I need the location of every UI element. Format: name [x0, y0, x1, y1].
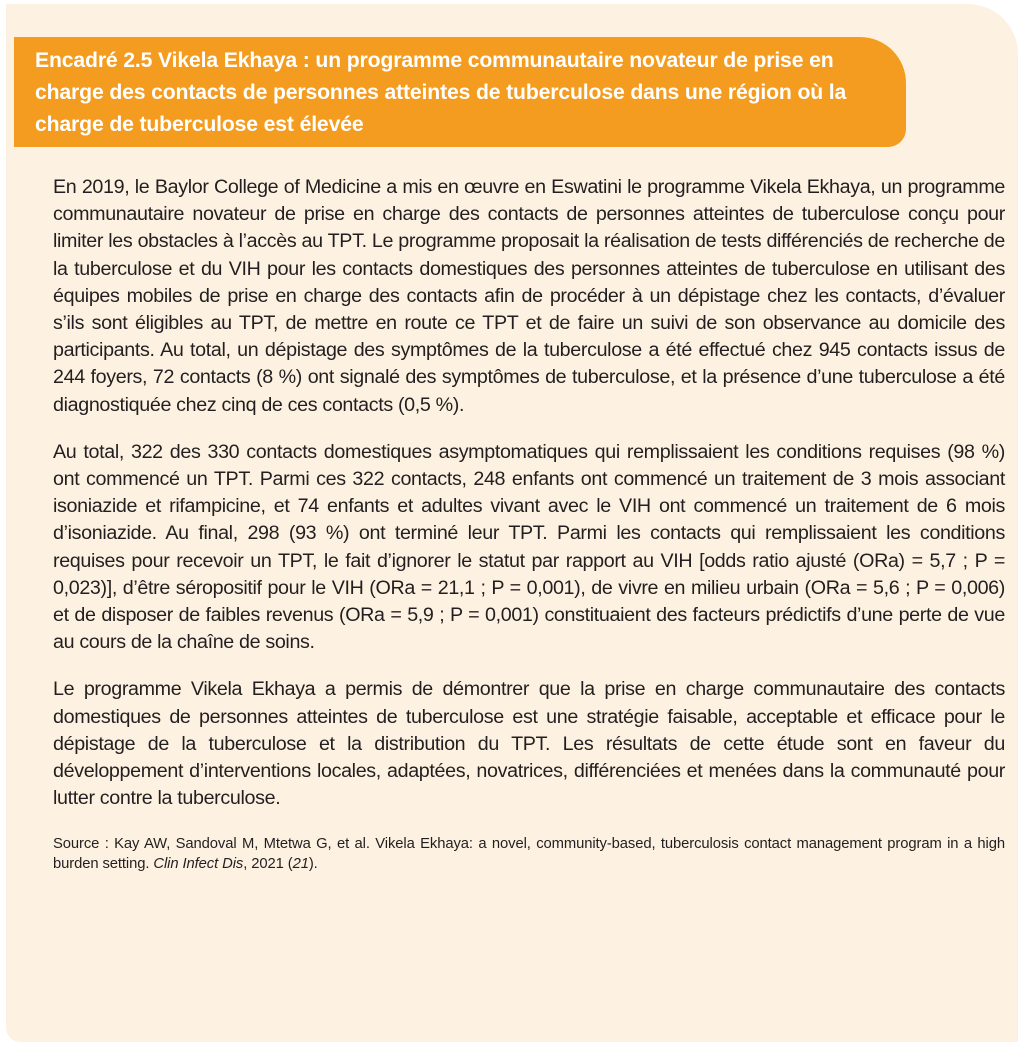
box-title: Encadré 2.5 Vikela Ekhaya : un programme communautaire novateur de prise en charge des contacts de personnes atteintes de tuberculose dans une région où la charge de tuberculose est élevée — [14, 37, 906, 147]
source-year: , 2021 ( — [243, 856, 293, 873]
paragraph-3: Le programme Vikela Ekhaya a permis de démontrer que la prise en charge communautaire des contacts domestiques de personnes atteintes de tuberculose est une stratégie faisable, acceptable et efficace pour le dépistage de la tuberculose et la distribution du TPT. Les résultats de cette étude sont en faveur du développement d’interventions locales, adaptées, novatrices, différenciées et menées dans la communauté pour lutter contre la tuberculose. — [53, 678, 1005, 810]
info-box — [6, 4, 1018, 1042]
source-citation — [53, 834, 1005, 874]
source-suffix: ). — [308, 856, 318, 873]
paragraph-2: Au total, 322 des 330 contacts domestiques asymptomatiques qui remplissaient les conditions requises (98 %) ont commencé un TPT. Parmi ces 322 contacts, 248 enfants ont commencé un traitement de 3 mois associant isoniazide et rifampicine, et 74 enfants et adultes vivant avec le VIH ont commencé un traitement de 6 mois d’isoniazide. Au final, 298 (93 %) ont terminé leur TPT. Parmi les contacts qui remplissaient les conditions requises pour recevoir un TPT, le fait d’ignorer le statut par rapport au VIH [odds ratio ajusté (ORa) = 5,7 ; P = 0,023)], d’être séropositif pour le VIH (ORa = 21,1 ; P = 0,001), de vivre en milieu urbain (ORa = 5,6 ; P = 0,006) et de disposer de faibles revenus (ORa = 5,9 ; P = 0,001) constituaient des facteurs prédictifs d’une perte de vue au cours de la chaîne de soins. — [53, 440, 1005, 654]
source-ref: 21 — [292, 856, 309, 873]
source-prefix: Source : Kay AW, Sandoval M, Mtetwa G, et al. Vikela Ekhaya: a novel, community-based, tuberculosis contact management program in a high burden setting. — [53, 836, 1005, 873]
source-journal: Clin Infect Dis — [153, 856, 244, 873]
box-content — [53, 174, 1005, 874]
paragraph-1: En 2019, le Baylor College of Medicine a mis en œuvre en Eswatini le programme Vikela Ekhaya, un programme communautaire novateur de prise en charge des contacts de personnes atteintes de tuberculose conçu pour limiter les obstacles à l’accès au TPT. Le programme proposait la réalisation de tests différenciés de recherche de la tuberculose et du VIH pour les contacts domestiques des personnes atteintes de tuberculose en utilisant des équipes mobiles de prise en charge des contacts afin de procéder à un dépistage chez les contacts, d’évaluer s’ils sont éligibles au TPT, de mettre en route ce TPT et de faire un suivi de son observance au domicile des participants. Au total, un dépistage des symptômes de la tuberculose a été effectué chez 945 contacts issus de 244 foyers, 72 contacts (8 %) ont signalé des symptômes de tuberculose, et la présence d’une tuberculose a été diagnostiquée chez cinq de ces contacts (0,5 %). — [53, 176, 1005, 416]
